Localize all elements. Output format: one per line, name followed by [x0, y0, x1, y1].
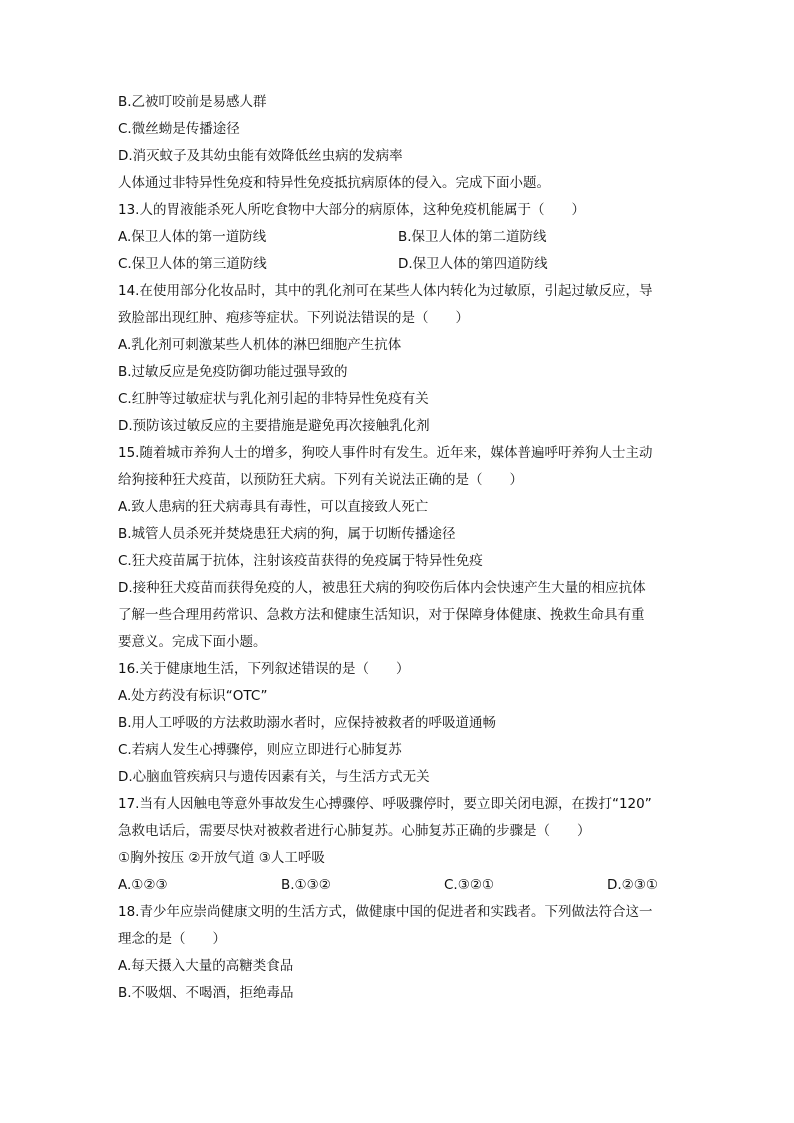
q16-option-c: C.若病人发生心搏骤停，则应立即进行心肺复苏: [118, 742, 402, 758]
option-d-line: D.消灭蚊子及其幼虫能有效降低丝虫病的发病率: [118, 148, 403, 164]
question-17-line2: 急救电话后，需要尽快对被救者进行心肺复苏。心肺复苏正确的步骤是（ ）: [118, 823, 591, 839]
section-intro-2-line1: 了解一些合理用药常识、急救方法和健康生活知识，对于保障身体健康、挽救生命具有重: [118, 607, 645, 623]
q14-option-c: C.红肿等过敏症状与乳化剂引起的非特异性免疫有关: [118, 391, 429, 407]
q18-option-b: B.不吸烟、不喝酒，拒绝毒品: [118, 985, 294, 1001]
q15-option-a: A.致人患病的狂犬病毒具有毒性，可以直接致人死亡: [118, 499, 429, 515]
q16-option-a: A.处方药没有标识“OTC”: [118, 688, 268, 704]
q13-options-row2: [118, 251, 678, 278]
q13-option-a: A.保卫人体的第一道防线: [118, 229, 267, 245]
question-14-line1: 14.在使用部分化妆品时，其中的乳化剂可在某些人体内转化为过敏原，引起过敏反应，导: [118, 283, 653, 299]
q13-options-row1: [118, 224, 678, 251]
q14-option-a: A.乳化剂可刺激某些人机体的淋巴细胞产生抗体: [118, 337, 402, 353]
q13-option-b: B.保卫人体的第二道防线: [398, 229, 547, 245]
q13-option-d: D.保卫人体的第四道防线: [398, 256, 548, 272]
question-17-steps: ①胸外按压 ②开放气道 ③人工呼吸: [118, 850, 325, 866]
option-b-line: B.乙被叮咬前是易感人群: [118, 94, 267, 110]
q14-option-b: B.过敏反应是免疫防御功能过强导致的: [118, 364, 348, 380]
section-intro-2-line2: 要意义。完成下面小题。: [118, 634, 267, 650]
question-14-line2: 致脸部出现红肿、疱疹等症状。下列说法错误的是（ ）: [118, 310, 469, 326]
q15-option-d: D.接种狂犬疫苗而获得免疫的人，被患狂犬病的狗咬伤后体内会快速产生大量的相应抗体: [118, 580, 646, 596]
question-18-line2: 理念的是（ ）: [118, 931, 226, 947]
question-15-line1: 15.随着城市养狗人士的增多，狗咬人事件时有发生。近年来，媒体普遍呼吁养狗人士主动: [118, 445, 653, 461]
question-18-line1: 18.青少年应崇尚健康文明的生活方式，做健康中国的促进者和实践者。下列做法符合这一: [118, 904, 653, 920]
question-16: 16.关于健康地生活，下列叙述错误的是（ ）: [118, 661, 410, 677]
option-c-line: C.微丝蚴是传播途径: [118, 121, 240, 137]
q15-option-b: B.城管人员杀死并焚烧患狂犬病的狗，属于切断传播途径: [118, 526, 456, 542]
q17-option-a: A.①②③: [118, 877, 168, 893]
q14-option-d: D.预防该过敏反应的主要措施是避免再次接触乳化剂: [118, 418, 430, 434]
document-page: [118, 89, 678, 1007]
q16-option-b: B.用人工呼吸的方法救助溺水者时，应保持被救者的呼吸道通畅: [118, 715, 497, 731]
q16-option-d: D.心脑血管疾病只与遗传因素有关，与生活方式无关: [118, 769, 430, 785]
question-17-line1: 17.当有人因触电等意外事故发生心搏骤停、呼吸骤停时，要立即关闭电源，在拨打“120”: [118, 796, 652, 812]
q17-options-row: [118, 872, 678, 899]
q17-option-b: B.①③②: [281, 877, 331, 893]
q15-option-c: C.狂犬疫苗属于抗体，注射该疫苗获得的免疫属于特异性免疫: [118, 553, 483, 569]
question-13: 13.人的胃液能杀死人所吃食物中大部分的病原体，这种免疫机能属于（ ）: [118, 202, 585, 218]
section-intro: 人体通过非特异性免疫和特异性免疫抵抗病原体的侵入。完成下面小题。: [118, 175, 550, 191]
q17-option-c: C.③②①: [444, 877, 495, 893]
q17-option-d: D.②③①: [607, 877, 658, 893]
q18-option-a: A.每天摄入大量的高糖类食品: [118, 958, 294, 974]
q13-option-c: C.保卫人体的第三道防线: [118, 256, 267, 272]
question-15-line2: 给狗接种狂犬疫苗，以预防狂犬病。下列有关说法正确的是（ ）: [118, 472, 523, 488]
